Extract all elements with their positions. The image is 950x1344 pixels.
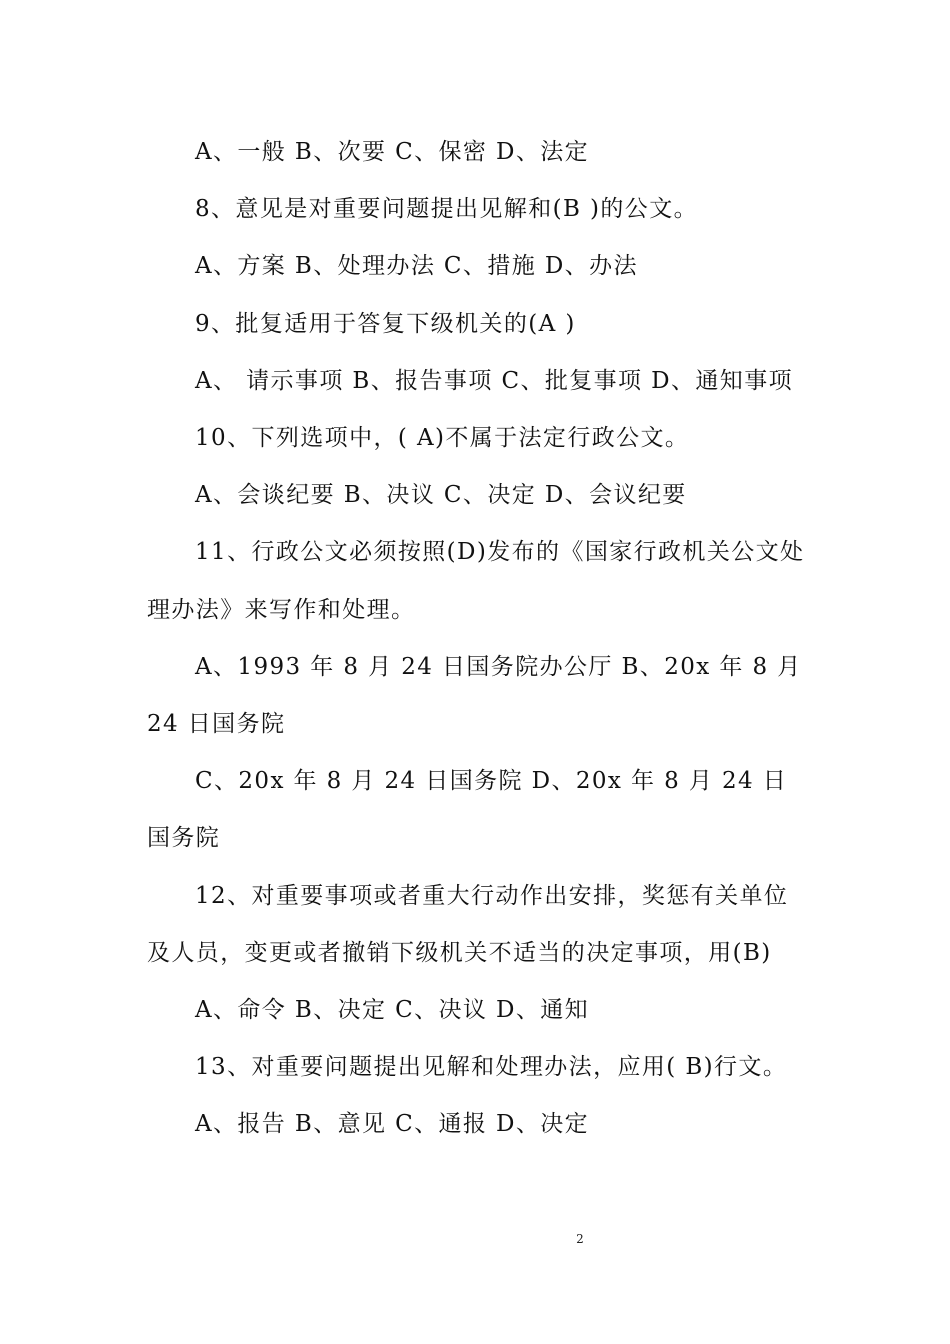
page-number: 2 xyxy=(576,1232,584,1246)
option-line-q12: A、命令 B、决定 C、决议 D、通知 xyxy=(195,997,590,1024)
option-line-q13: A、报告 B、意见 C、通报 D、决定 xyxy=(195,1111,590,1138)
option-line-q8: A、方案 B、处理办法 C、措施 D、办法 xyxy=(195,253,638,280)
question-13: 13、对重要问题提出见解和处理办法，应用( B)行文。 xyxy=(195,1054,788,1081)
question-11: 11、行政公文必须按照(D)发布的《国家行政机关公文处理办法》来写作和处理。 xyxy=(147,539,805,623)
option-line-q11-a: A、1993 年 8 月 24 日国务院办公厅 B、20x 年 8 月 24 日国务院 xyxy=(147,653,811,738)
option-line-q11-c: C、20x 年 8 月 24 日国务院 D、20x 年 8 月 24 日国务院 xyxy=(147,768,788,852)
question-8: 8、意见是对重要问题提出见解和(B )的公文。 xyxy=(195,196,698,223)
option-line-q9: A、 请示事项 B、报告事项 C、批复事项 D、通知事项 xyxy=(195,367,793,394)
document-body xyxy=(147,124,809,1154)
question-10: 10、下列选项中，( A)不属于法定行政公文。 xyxy=(195,425,690,452)
option-line-q7: A、一般 B、次要 C、保密 D、法定 xyxy=(195,139,590,165)
question-12: 12、对重要事项或者重大行动作出安排，奖惩有关单位及人员，变更或者撤销下级机关不适当的决定事项，用(B) xyxy=(147,882,789,966)
question-9: 9、批复适用于答复下级机关的(A ) xyxy=(195,310,576,337)
option-line-q10: A、会谈纪要 B、决议 C、决定 D、会议纪要 xyxy=(195,482,687,509)
